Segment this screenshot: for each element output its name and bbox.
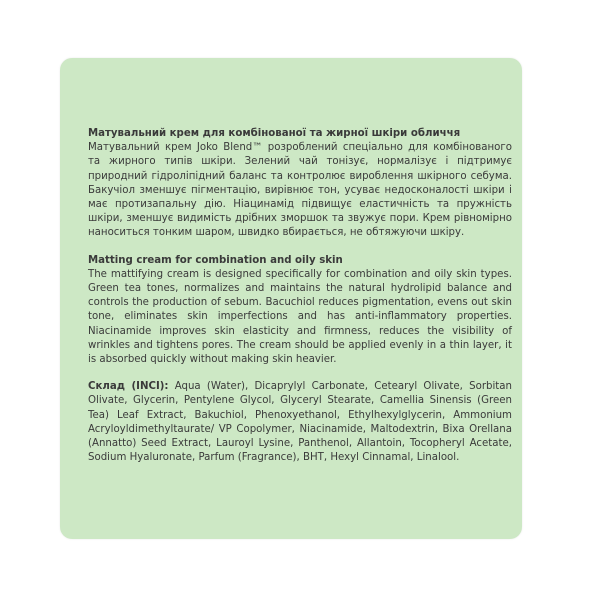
label-text-content: [88, 127, 512, 465]
ingredients-text: [88, 380, 512, 465]
section-gap: [88, 241, 512, 254]
ukrainian-description: [88, 127, 512, 241]
english-description: [88, 254, 512, 368]
section-gap: [88, 367, 512, 380]
ukrainian-heading: Матувальний крем для комбінованої та жирної шкіри обличчя: [88, 128, 461, 139]
english-text: The mattifying cream is designed specifically for combination and oily skin types. Green tea tones, normalizes and maintains the natural hydrolipid balance and controls the production of sebum. Bacuchiol reduces pigmentation, evens out skin tone, eliminates skin imperfections and has anti-inflammatory properties. Niacinamide improves skin elasticity and firmness, reduces the visibility of wrinkles and tightens pores. The cream should be applied evenly in a thin layer, it is absorbed quickly without making skin heavier.: [88, 268, 512, 366]
ingredients-block: [88, 380, 512, 465]
ingredients-label: Склад (INCI):: [88, 381, 169, 393]
english-heading: Matting cream for combination and oily skin: [88, 254, 343, 266]
ingredients-list: Aqua (Water), Dicaprylyl Carbonate, Cetearyl Olivate, Sorbitan Olivate, Glycerin, Pentylene Glycol, Glyceryl Stearate, Camellia Sinensis (Green Tea) Leaf Extract, Bakuchiol, Phenoxyethanol, Ethylhexylglycerin, Ammonium Acryloyldimethyltaurate/ VP Copolymer, Niacinamide, Maltodextrin, Bixa Orellana (Annatto) Seed Extract, Lauroyl Lysine, Panthenol, Allantoin, Tocopheryl Acetate, Sodium Hyaluronate, Parfum (Fragrance), BHT, Hexyl Cinnamal, Linalool.: [88, 381, 512, 464]
ukrainian-text: Матувальний крем Joko Blend™ розроблений спеціально для комбінованого та жирного типів шкіри. Зелений чай тонізує, нормалізує і підтримує природний гідроліпідний баланс та контролює вироблення шкірного себума. Бакучіол зменшує пігментацію, вирівнює тон, усуває недосконалості шкіри і має протизапальну дію. Ніацинамід підвищує еластичність та пружність шкіри, зменшує видимість дрібних зморшок та звужує пори. Крем рівномірно наноситься тонким шаром, швидко вбирається, не обтяжуючи шкіру.: [88, 142, 512, 239]
